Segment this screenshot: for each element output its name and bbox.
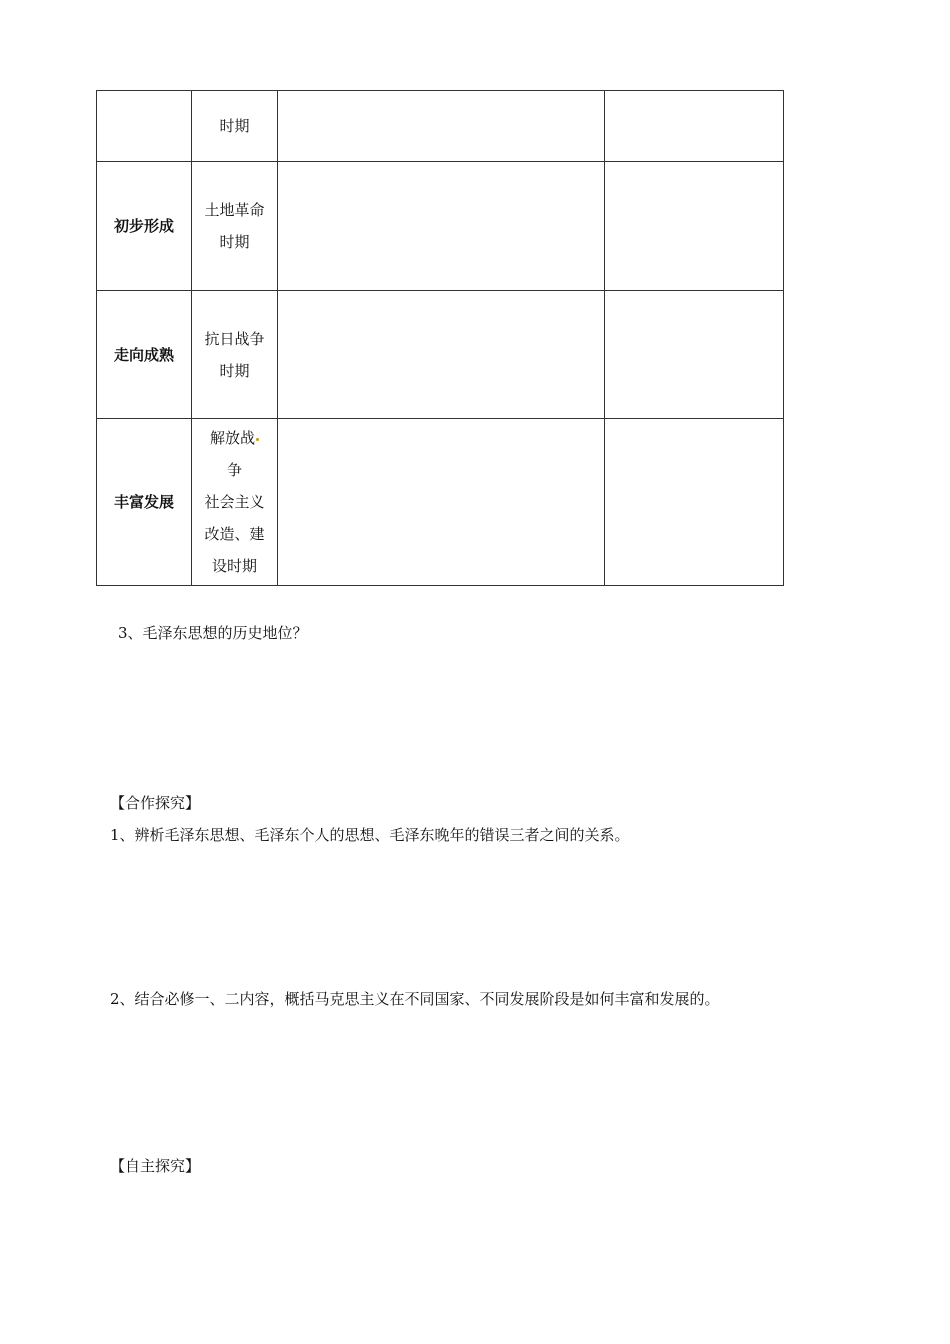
period-line: 土地革命 (204, 201, 265, 219)
period-line: 时期 (219, 117, 250, 135)
section-heading-hezuo: 【合作探究】 (110, 794, 201, 812)
table-row (97, 91, 784, 162)
table-row (97, 419, 784, 586)
period-line: 时期 (219, 233, 250, 251)
content-cell[interactable] (278, 162, 605, 291)
period-line: 设时期 (211, 557, 257, 575)
content-cell[interactable] (278, 91, 605, 162)
period-cell (192, 419, 278, 586)
hezuo-question-2: 2、结合必修一、二内容，概括马克思主义在不同国家、不同发展阶段是如何丰富和发展的。 (110, 990, 720, 1008)
period-line: 时期 (219, 361, 250, 380)
stage-cell: 走向成熟 (97, 291, 192, 419)
period-cell (192, 291, 278, 419)
notes-cell[interactable] (605, 419, 784, 586)
notes-cell[interactable] (605, 91, 784, 162)
hezuo-question-1: 1、辨析毛泽东思想、毛泽东个人的思想、毛泽东晚年的错误三者之间的关系。 (110, 826, 630, 844)
question-3: 3、毛泽东思想的历史地位？ (118, 624, 308, 642)
section-heading-zizhu: 【自主探究】 (110, 1157, 201, 1175)
period-line: 争 (226, 461, 242, 479)
content-cell[interactable] (278, 419, 605, 586)
notes-cell[interactable] (605, 291, 784, 419)
period-line: 抗日战争 (204, 329, 265, 348)
period-line: 社会主义 (204, 493, 265, 511)
notes-cell[interactable] (605, 162, 784, 291)
period-cell (192, 162, 278, 291)
period-line (192, 422, 277, 454)
stage-cell (97, 91, 192, 162)
stage-cell: 丰富发展 (97, 419, 192, 586)
stage-cell: 初步形成 (97, 162, 192, 291)
table-row (97, 162, 784, 291)
stages-table (96, 90, 784, 586)
content-cell[interactable] (278, 291, 605, 419)
dot-mark-icon (256, 438, 259, 441)
period-cell (192, 91, 278, 162)
period-line: 改造、建 (204, 525, 265, 543)
table-row (97, 291, 784, 419)
period-line-text: 解放战 (209, 429, 255, 447)
